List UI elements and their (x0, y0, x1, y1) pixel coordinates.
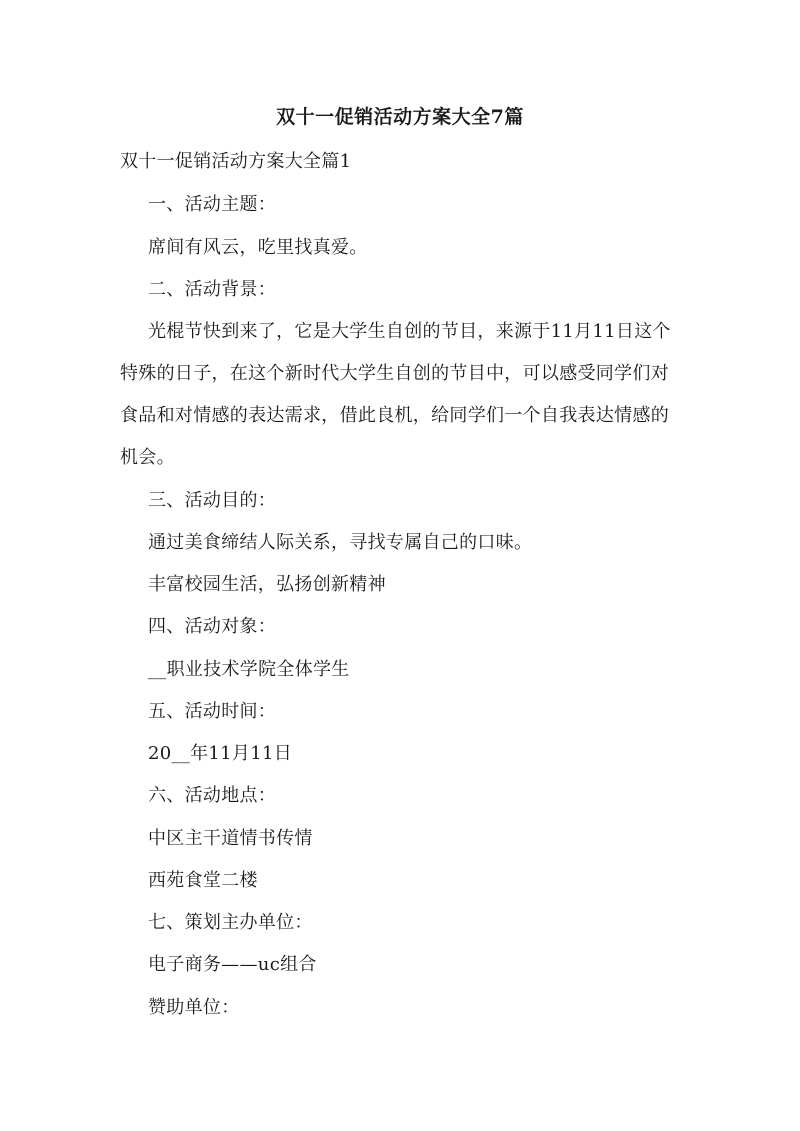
paragraph-background: 光棍节快到来了，它是大学生自创的节目，来源于11月11日这个特殊的日子，在这个新时代大学生自创的节目中，可以感受同学们对食品和对情感的表达需求，借此良机，给同学们一个自我表达情感的机会。 (120, 321, 671, 468)
heading-purpose: 三、活动目的： (148, 490, 277, 511)
heading-sponsor: 赞助单位： (148, 997, 240, 1018)
text-location-2: 西苑食堂二楼 (148, 870, 258, 891)
heading-theme: 一、活动主题： (148, 194, 277, 215)
heading-background: 二、活动背景： (148, 279, 277, 300)
text-purpose-1: 通过美食缔结人际关系，寻找专属自己的口味。 (148, 532, 533, 553)
heading-location: 六、活动地点： (148, 785, 277, 806)
text-location-1: 中区主干道情书传情 (148, 828, 313, 849)
text-theme: 席间有风云，吃里找真爱。 (148, 237, 368, 258)
text-purpose-2: 丰富校园生活，弘扬创新精神 (148, 574, 386, 595)
text-time: 20__年11月11日 (148, 743, 293, 764)
section-heading: 双十一促销活动方案大全篇1 (120, 151, 352, 172)
heading-organizer: 七、策划主办单位： (148, 912, 313, 933)
document-title: 双十一促销活动方案大全7篇 (276, 106, 524, 128)
text-audience: __职业技术学院全体学生 (148, 659, 350, 680)
heading-time: 五、活动时间： (148, 701, 277, 722)
text-organizer: 电子商务——uc组合 (148, 954, 317, 975)
heading-audience: 四、活动对象： (148, 616, 277, 637)
